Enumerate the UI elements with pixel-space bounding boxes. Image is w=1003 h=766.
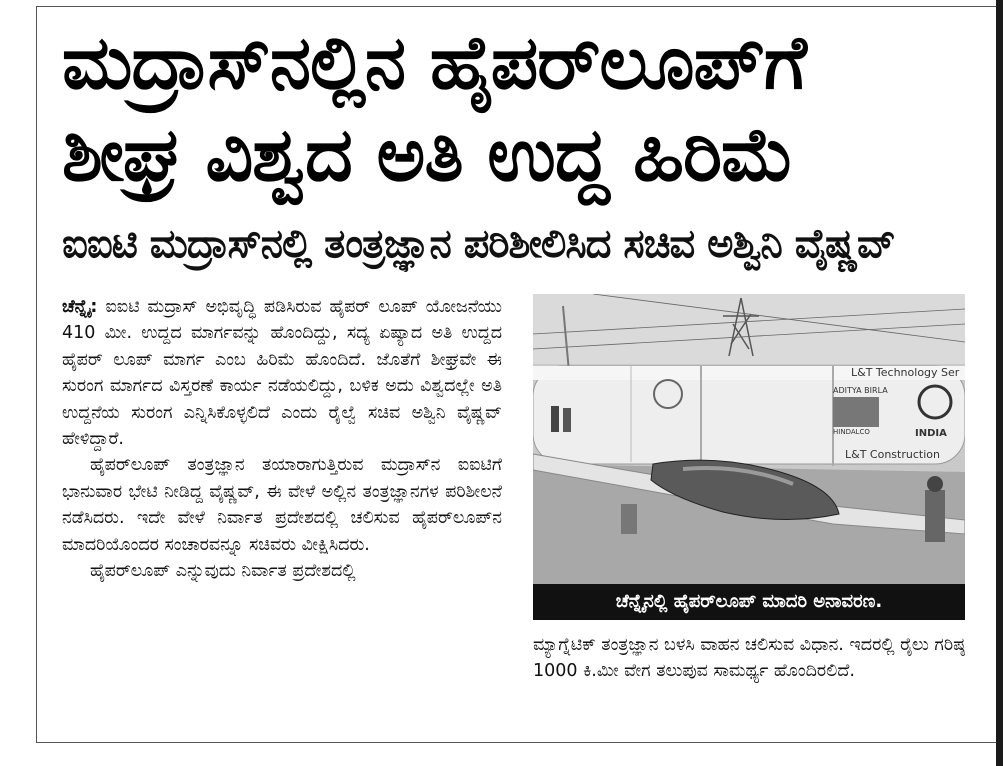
tube-label-aditya-birla: ADITYA BIRLA xyxy=(833,386,888,395)
headline-line-2: ಶೀಘ್ರ ವಿಶ್ವದ ಅತಿ ಉದ್ದ ಹಿರಿಮೆ xyxy=(62,112,794,198)
article-paragraph-1 xyxy=(62,294,502,452)
article-paragraph-2: ಹೈಪರ್‌ಲೂಪ್ ತಂತ್ರಜ್ಞಾನ ತಯಾರಾಗುತ್ತಿರುವ ಮದ್ರಾಸ್‌ನ ಐಐಟಿಗೆ ಭಾನುವಾರ ಭೇಟಿ ನೀಡಿದ್ದ ವೈಷ್ಣವ್, ಈ ವೇಳೆ ಅಲ್ಲಿನ ತಂತ್ರಜ್ಞಾನಗಳ ಪರಿಶೀಲನೆ ನಡೆಸಿದರು. ಇದೇ ವೇಳೆ ನಿರ್ವಾತ ಪ್ರದೇಶದಲ್ಲಿ ಚಲಿಸುವ ಹೈಪರ್‌ಲೂಪ್‌ನ ಮಾದರಿಯೊಂದರ ಸಂಚಾರವನ್ನೂ ಸಚಿವರು ವೀಕ್ಷಿಸಿದರು. xyxy=(62,455,502,555)
article-left-column xyxy=(62,294,502,726)
headline-line-1: ಮದ್ರಾಸ್‌ನಲ್ಲಿನ ಹೈಪರ್‌ಲೂಪ್‌ಗೆ xyxy=(62,20,806,106)
tube-label-hindalco: HINDALCO xyxy=(833,428,870,436)
photo-caption: ಚೆನ್ನೈನಲ್ಲಿ ಹೈಪರ್‌ಲೂಪ್ ಮಾದರಿ ಅನಾವರಣ. xyxy=(533,584,965,620)
article-right-column xyxy=(533,632,965,722)
article-paragraph-3: ಹೈಪರ್‌ಲೂಪ್ ಎನ್ನುವುದು ನಿರ್ವಾತ ಪ್ರದೇಶದಲ್ಲಿ xyxy=(90,561,356,582)
person xyxy=(925,490,945,542)
tube-label-lt-technology: L&T Technology Ser xyxy=(851,366,960,379)
hyperloop-photo xyxy=(533,294,965,584)
tube-label-lt-construction: L&T Construction xyxy=(845,448,940,461)
subheadline: ಐಐಟಿ ಮದ್ರಾಸ್‌ನಲ್ಲಿ ತಂತ್ರಜ್ಞಾನ ಪರಿಶೀಲಿಸಿದ ಸಚಿವ ಅಶ್ವಿನಿ ವೈಷ್ಣವ್ xyxy=(62,221,895,267)
dateline: ಚೆನ್ನೈ: xyxy=(62,297,98,317)
tube-label-india: INDIA xyxy=(915,428,947,439)
paragraph-1-text: ಐಐಟಿ ಮದ್ರಾಸ್ ಅಭಿವೃದ್ಧಿ ಪಡಿಸಿರುವ ಹೈಪರ್ ಲೂಪ್ ಯೋಜನೆಯು 410 ಮೀ. ಉದ್ದದ ಮಾರ್ಗವನ್ನು ಹೊಂದಿದ್ದು, ಸದ್ಯ ಏಷ್ಯಾದ ಅತಿ ಉದ್ದದ ಹೈಪರ್ ಲೂಪ್ ಮಾರ್ಗ ಎಂಬ ಹಿರಿಮೆ ಹೊಂದಿದೆ. ಜೊತೆಗೆ ಶೀಘ್ರವೇ ಈ ಸುರಂಗ ಮಾರ್ಗದ ವಿಸ್ತರಣೆ ಕಾರ್ಯ ನಡೆಯಲಿದ್ದು, ಬಳಿಕ ಅದು ವಿಶ್ವದಲ್ಲೇ ಅತಿ ಉದ್ದನೆಯ ಸುರಂಗ ಎನ್ನಿಸಿಕೊಳ್ಳಲಿದೆ ಎಂದು ರೈಲ್ವೆ ಸಚಿವ ಅಶ್ವಿನಿ ವೈಷ್ಣವ್ ಹೇಳಿದ್ದಾರೆ. xyxy=(62,297,502,450)
scan-edge-bar xyxy=(996,0,1003,766)
article-paragraph-4: ಮ್ಯಾಗ್ನೆಟಿಕ್ ತಂತ್ರಜ್ಞಾನ ಬಳಸಿ ವಾಹನ ಚಲಿಸುವ ವಿಧಾನ. ಇದರಲ್ಲಿ ರೈಲು ಗರಿಷ್ಠ 1000 ಕಿ.ಮೀ ವೇಗ ತಲುಪುವ ಸಾಮರ್ಥ್ಯ ಹೊಂದಿರಲಿದೆ. xyxy=(533,635,965,682)
